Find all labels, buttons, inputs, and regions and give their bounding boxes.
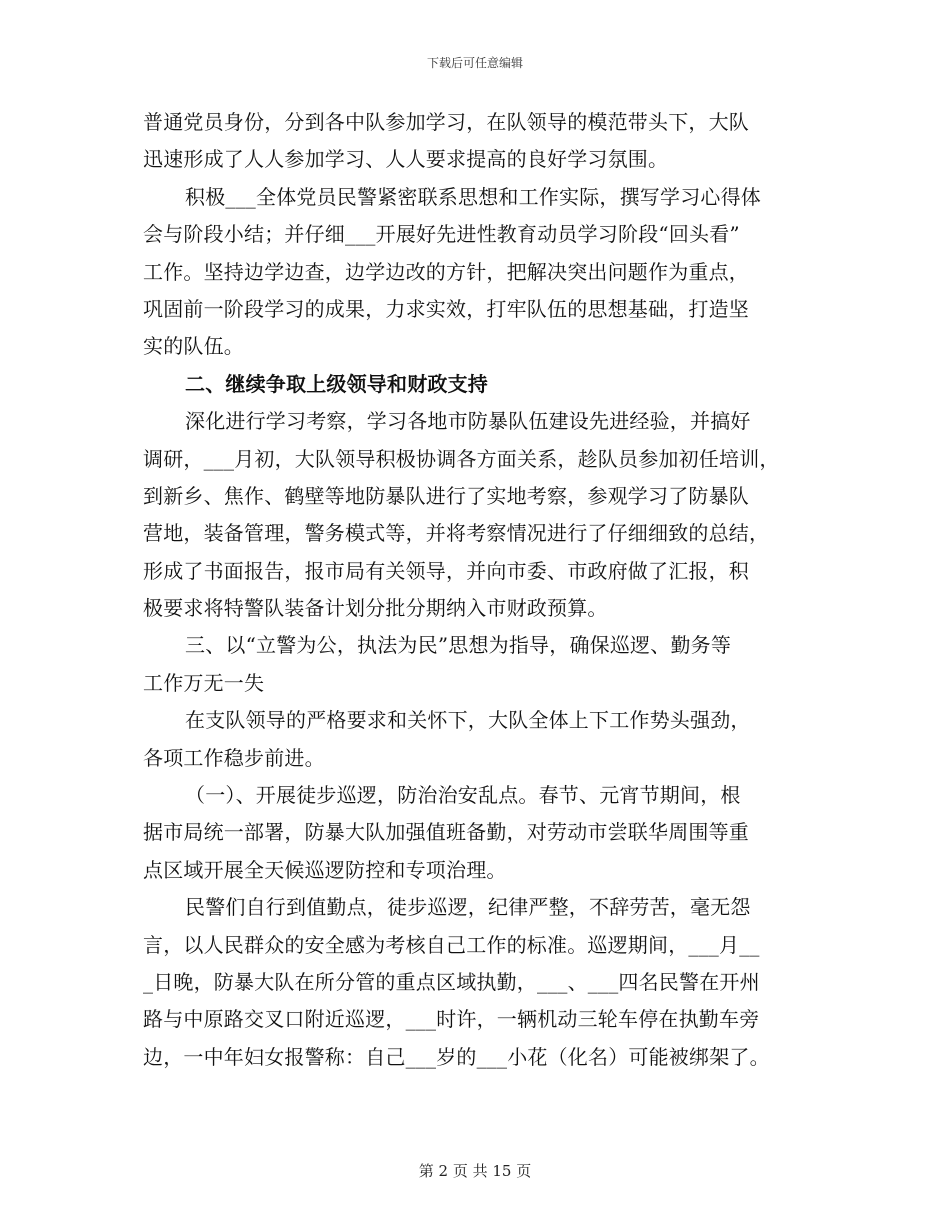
text-line: 在支队领导的严格要求和关怀下，大队全体上下工作势头强劲， [185,708,751,733]
text-line: 调研，___月初，大队领导积极协调各方面关系，趁队员参加初任培训， [143,446,780,471]
text-line: 据市局统一部署，防暴大队加强值班备勤，对劳动市尝联华周围等重 [143,820,749,845]
text-line: 三、以“立警为公，执法为民”思想为指导，确保巡逻、勤务等 [185,633,732,658]
text-line: 会与阶段小结；并仔细___开展好先进性教育动员学习阶段“回头看” [143,222,740,247]
text-line: 迅速形成了人人参加学习、人人要求提高的良好学习氛围。 [143,147,669,172]
page-footer: 第 2 页 共 15 页 [418,1162,532,1180]
section-heading: 二、继续争取上级领导和财政支持 [185,371,488,396]
text-line: 形成了书面报告，报市局有关领导，并向市委、市政府做了汇报，积 [143,558,749,583]
text-line: 实的队伍。 [143,334,244,359]
text-line: 路与中原路交叉口附近巡逻，___时许，一辆机动三轮车停在执勤车旁 [143,1007,760,1032]
body-text [143,104,819,1076]
text-line: 民警们自行到值勤点，徒步巡逻，纪律严整，不辞劳苦，毫无怨 [185,895,751,920]
text-line: 巩固前一阶段学习的成果，力求实效，打牢队伍的思想基础，打造坚 [143,296,749,321]
text-line: 极要求将特警队装备计划分批分期纳入市财政预算。 [143,596,608,621]
text-line: 各项工作稳步前进。 [143,745,325,770]
text-line: 普通党员身份，分到各中队参加学习，在队领导的模范带头下，大队 [143,110,749,134]
text-line: 边，一中年妇女报警称：自己___岁的___小花（化名）可能被绑架了。 [143,1044,770,1069]
text-line: 点区域开展全天候巡逻防控和专项治理。 [143,857,507,882]
text-line: 工作。坚持边学边查，边学边改的方针，把解决突出问题作为重点， [143,259,749,284]
text-line: _日晚，防暴大队在所分管的重点区域执勤，___、___四名民警在开州 [143,969,760,994]
text-line: （一）、开展徒步巡逻，防治治安乱点。春节、元宵节期间，根 [185,783,741,808]
text-line: 营地，装备管理，警务模式等，并将考察情况进行了仔细细致的总结， [143,521,770,546]
text-line: 工作万无一失 [143,670,265,695]
text-line: 深化进行学习考察，学习各地市防暴队伍建设先进经验，并搞好 [185,409,751,434]
text-line: 言，以人民群众的安全感为考核自己工作的标准。巡逻期间，___月__ [143,932,760,957]
text-line: 到新乡、焦作、鹤壁等地防暴队进行了实地考察，参观学习了防暴队 [143,483,749,508]
text-line: 积极___全体党员民警紧密联系思想和工作实际，撰写学习心得体 [185,184,761,209]
page-header: 下载后可任意编辑 [426,56,523,70]
